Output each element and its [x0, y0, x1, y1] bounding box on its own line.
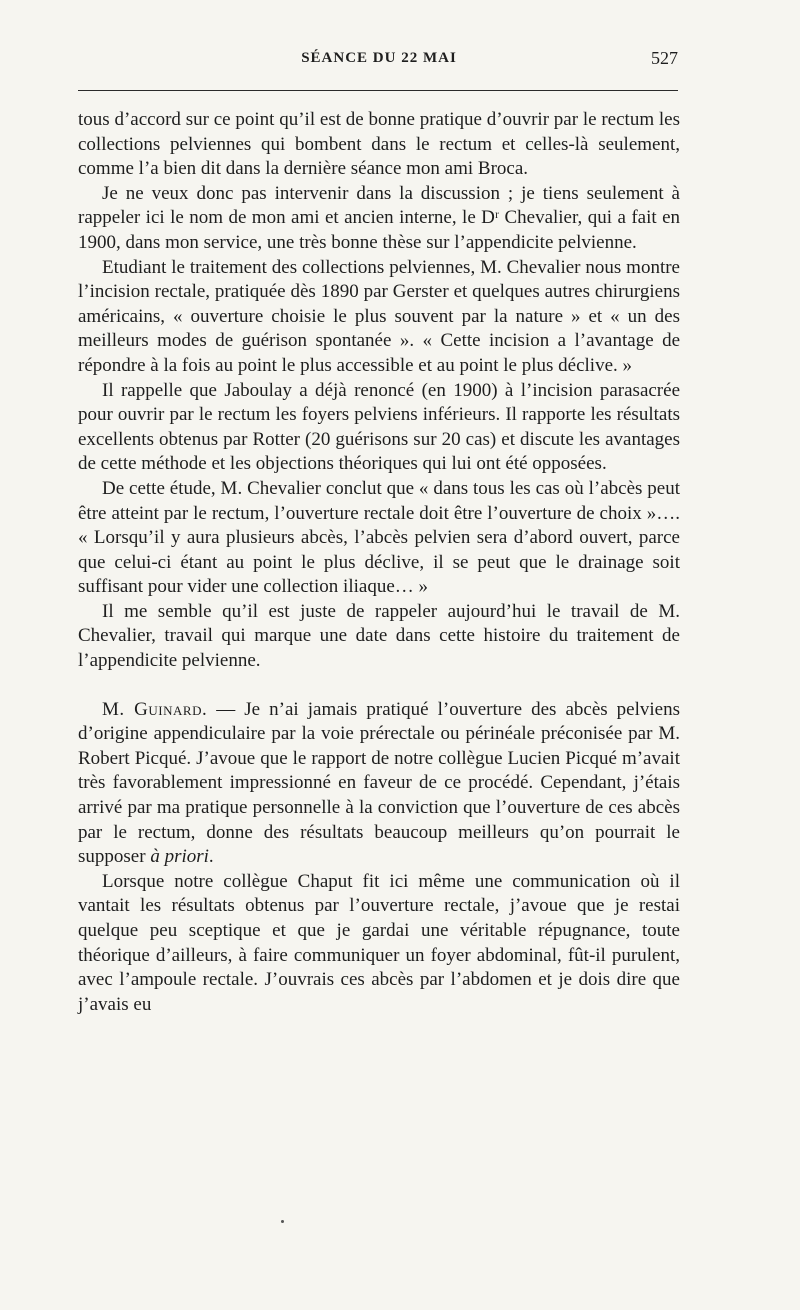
paragraph-continuation: tous d’accord sur ce point qu’il est de bonne pratique d’ouvrir par le rectum les collections pelviennes qui bombent dans le rectum et celles-là seulement, comme l’a bien dit dans la dernière séance mon ami Broca.	[78, 109, 680, 180]
paragraph-intervention: Je ne veux donc pas intervenir dans la discussion ; je tiens seulement à rappeler ici le nom de mon ami et ancien interne, le Dʳ Chevalier, qui a fait en 1900, dans mon service, une très bonne thèse sur l’appendicite pelvienne.	[78, 182, 680, 253]
italic-phrase: à priori	[150, 846, 209, 868]
body-text	[78, 108, 680, 1017]
ink-speck	[281, 1220, 284, 1223]
paragraph-jaboulay: Il rappelle que Jaboulay a déjà renoncé (en 1900) à l’incision parasacrée pour ouvrir par le rectum les foyers pelviens inférieurs. Il rapporte les résultats excellents obtenus par Rotter (20 guérisons sur 20 cas) et discute les avantages de cette méthode et les objections théoriques qui lui ont été opposées.	[78, 379, 680, 475]
guinard-text-end: .	[208, 846, 214, 868]
running-title: SÉANCE DU 22 MAI	[301, 50, 457, 66]
speaker-name: M. Guinard.	[102, 698, 208, 720]
paragraph-conclusion: De cette étude, M. Chevalier conclut que « dans tous les cas où l’abcès peut être atteint par le rectum, l’ouverture rectale doit être l’ouverture de choix »…. « Lorsqu’il y aura plusieurs abcès, l’abcès pelvien sera d’abord ouvert, parce que celui-ci étant au point le plus déclive, il se peut que le drainage soit suffisant pour vider une collection iliaque… »	[78, 477, 680, 598]
paragraph-guinard	[78, 698, 680, 870]
page-header	[78, 48, 680, 76]
paragraph-tribute: Il me semble qu’il est juste de rappeler aujourd’hui le travail de M. Chevalier, travail qui marque une date dans cette histoire du traitement de l’appendicite pelvienne.	[78, 600, 680, 672]
paragraph-chevalier-study: Etudiant le traitement des collections pelviennes, M. Chevalier nous montre l’incision rectale, pratiquée dès 1890 par Gerster et quelques autres chirurgiens américains, « ouverture choisie le plus souvent par la nature » et « un des meilleurs modes de guérison spontanée ». « Cette incision a l’avantage de répondre à la fois au point le plus accessible et au point le plus déclive. »	[78, 256, 680, 376]
guinard-text: — Je n’ai jamais pratiqué l’ouverture des abcès pelviens d’origine appendiculaire par la voie prérectale ou périnéale préconisée par M. Robert Picqué. J’avoue que le rapport de notre collègue Lucien Picqué m’avait très favorablement impressionné en faveur de ce procédé. Cependant, j’étais arrivé par ma pratique personnelle à la conviction que l’ouverture de ces abcès par le rectum, donne des résultats beaucoup meilleurs qu’on pourrait le supposer	[78, 698, 680, 868]
page-number: 527	[651, 48, 678, 68]
header-rule	[78, 90, 678, 91]
paragraph-chaput: Lorsque notre collègue Chaput fit ici même une communication où il vantait les résultats obtenus par l’ouverture rectale, j’avoue que je restai quelque peu sceptique et que je gardai une véritable répugnance, toute théorique d’ailleurs, à faire communiquer un foyer abdominal, fût-il purulent, avec l’ampoule rectale. J’ouvrais ces abcès par l’abdomen et je dois dire que j’avais eu	[78, 870, 680, 1015]
